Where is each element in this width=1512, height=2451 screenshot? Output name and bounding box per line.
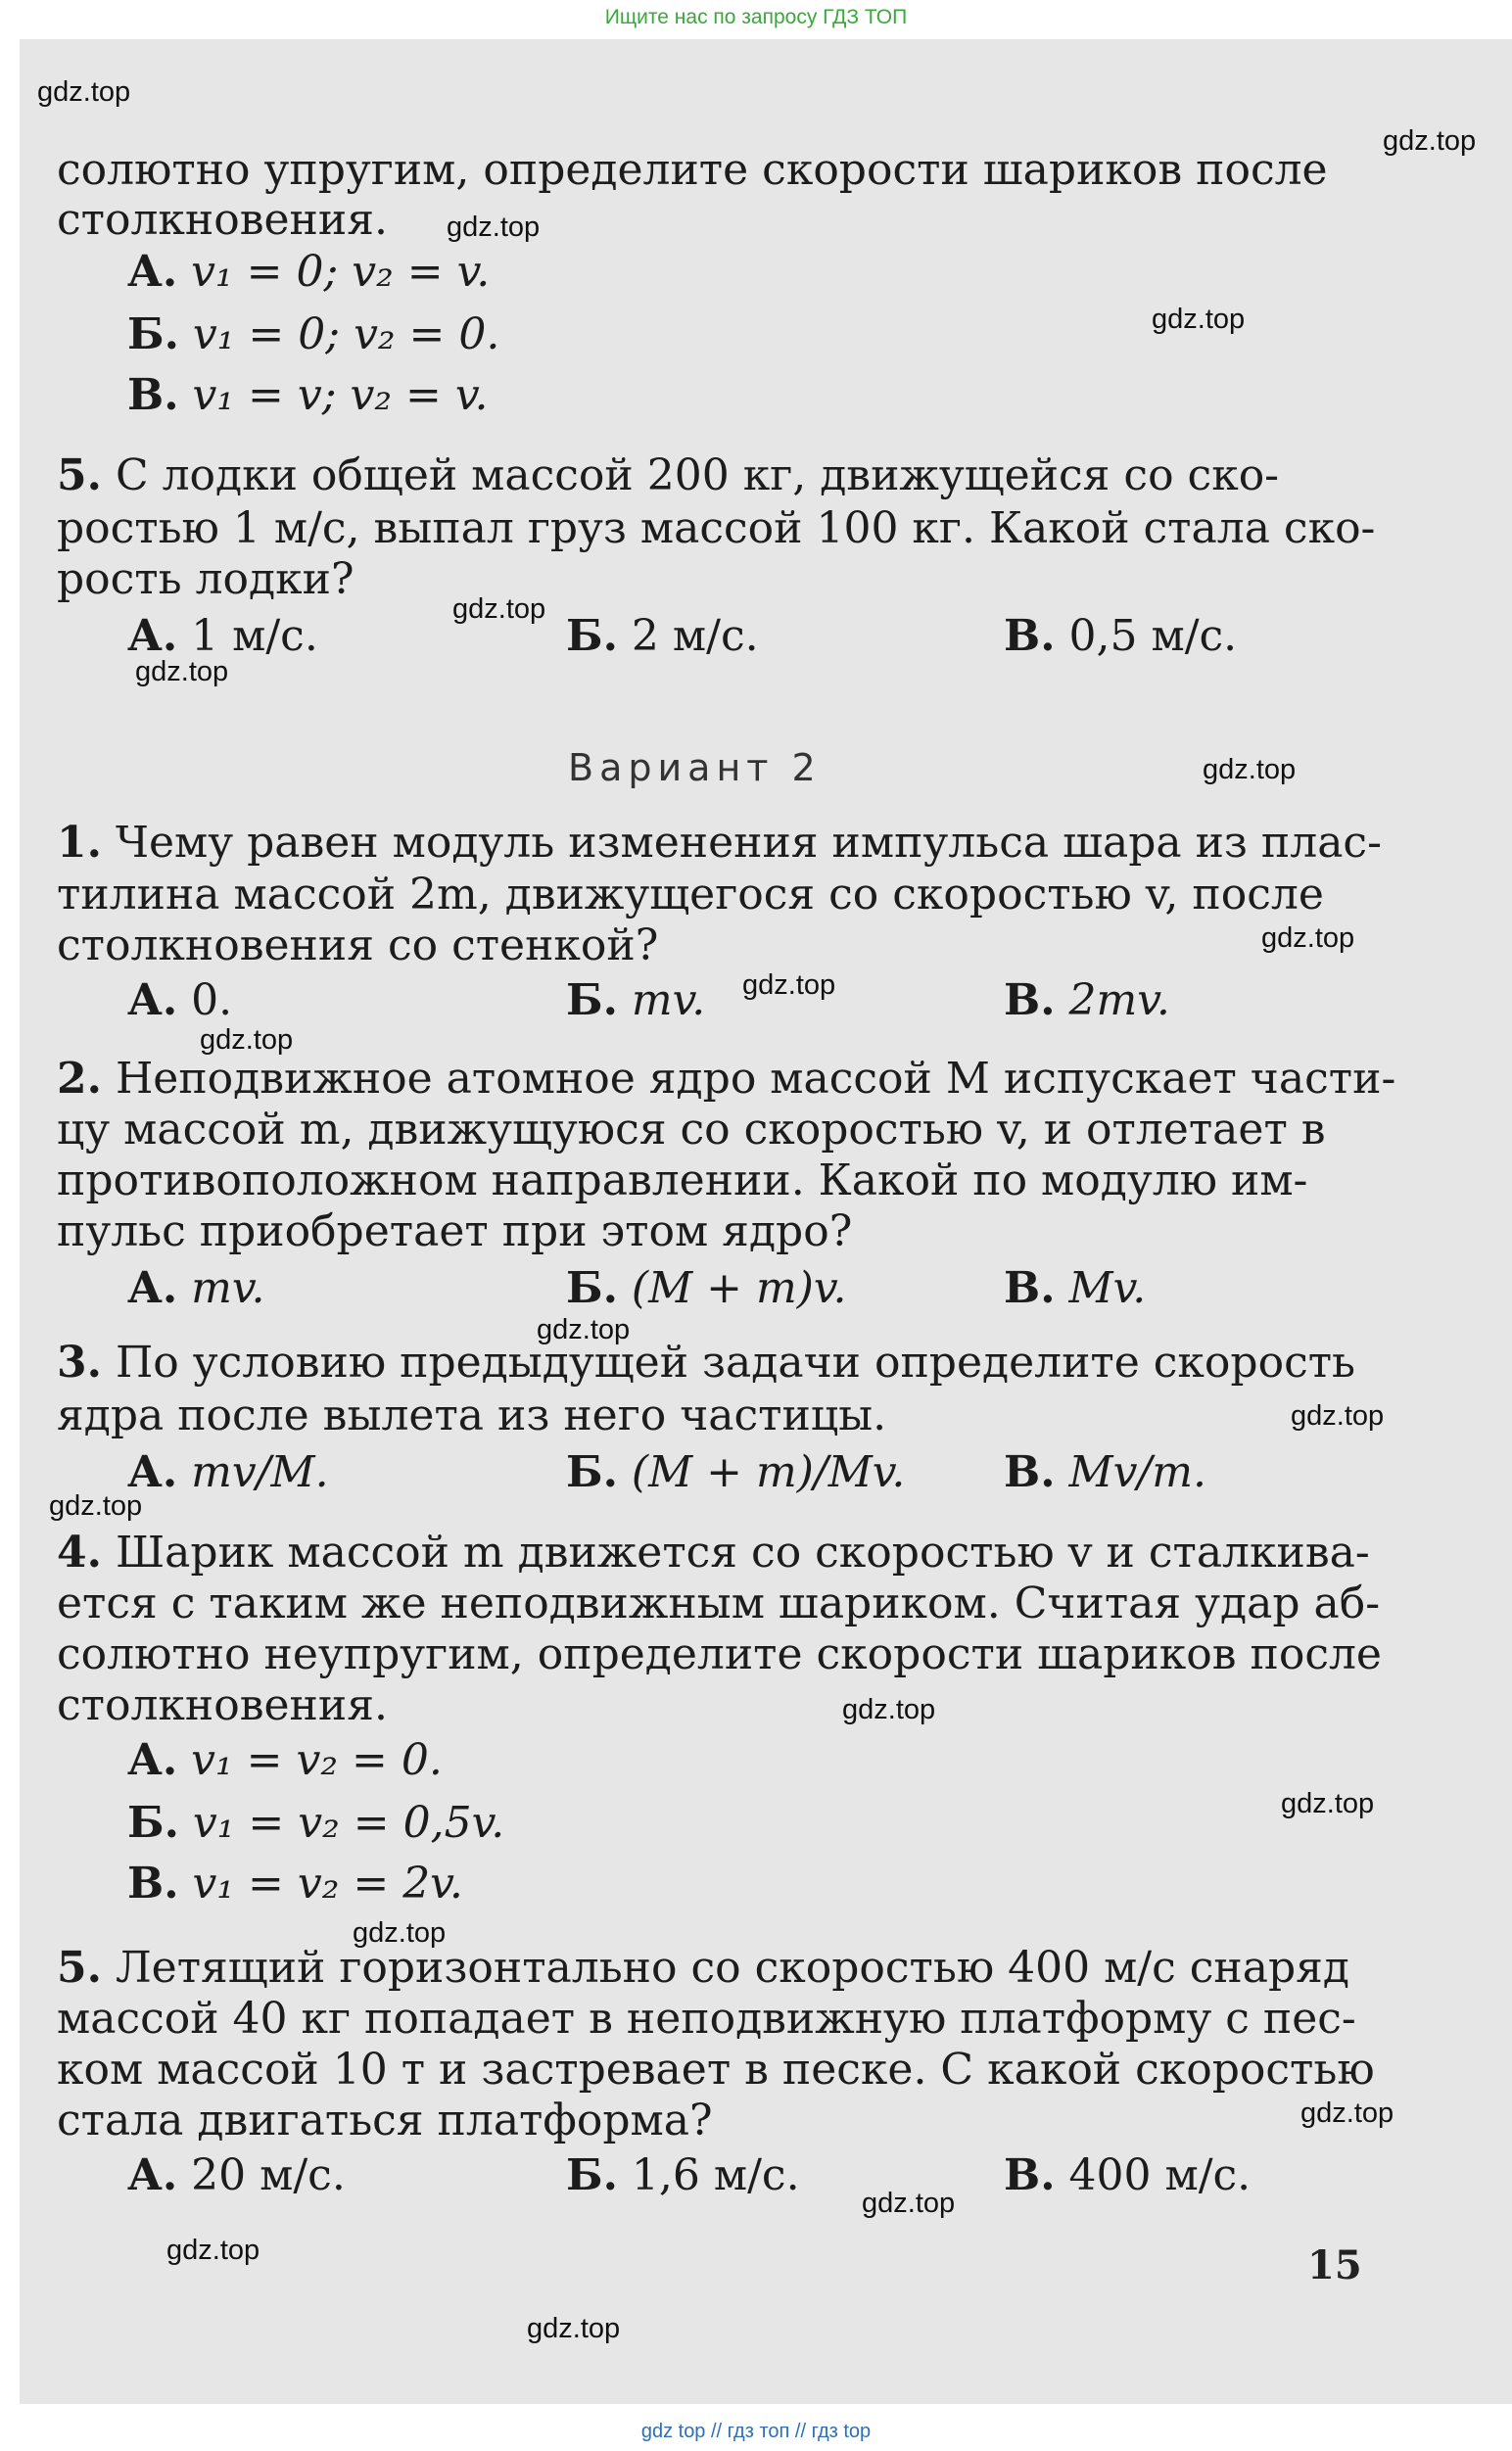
watermark: gdz.top	[527, 2313, 621, 2344]
watermark: gdz.top	[1300, 2097, 1394, 2129]
answer-option: А. 1 м/с.	[127, 611, 318, 661]
question-5: 5. Летящий горизонтально со скоростью 400 м/с снаряд	[57, 1943, 1349, 1993]
answer-option: В. 0,5 м/с.	[1004, 611, 1238, 661]
variant-heading: Вариант 2	[568, 746, 822, 789]
watermark: gdz.top	[842, 1694, 936, 1725]
watermark: gdz.top	[1383, 125, 1477, 157]
question-text-line: столкновения.	[57, 1680, 388, 1730]
answer-option: А. mv.	[127, 1263, 265, 1313]
question-text-line: столкновения со стенкой?	[57, 920, 659, 970]
watermark: gdz.top	[37, 76, 131, 108]
watermark: gdz.top	[1152, 304, 1246, 335]
watermark: gdz.top	[1291, 1400, 1385, 1432]
page-number: 15	[1307, 2242, 1362, 2288]
answer-option: Б. (M + m)v.	[566, 1263, 847, 1313]
question-2: 2. Неподвижное атомное ядро массой M испускает части-	[57, 1054, 1396, 1104]
watermark: gdz.top	[452, 593, 546, 625]
question-text-line: стала двигаться платформа?	[57, 2096, 713, 2145]
question-1: 1. Чему равен модуль изменения импульса шара из плас-	[57, 818, 1382, 868]
watermark: gdz.top	[166, 2235, 260, 2266]
answer-option: В. Mv/m.	[1004, 1447, 1206, 1497]
question-text-line: массой 40 кг попадает в неподвижную платформу с пес-	[57, 1994, 1356, 2044]
question-text-line: цу массой m, движущуюся со скоростью v, и отлетает в	[57, 1105, 1326, 1155]
answer-option: Б. (M + m)/Mv.	[566, 1447, 906, 1497]
watermark: gdz.top	[447, 212, 541, 243]
answer-option: В. 400 м/с.	[1004, 2150, 1252, 2200]
answer-option: А. mv/M.	[127, 1447, 329, 1497]
watermark: gdz.top	[353, 1917, 447, 1949]
watermark: gdz.top	[742, 969, 836, 1001]
answer-option: В. Mv.	[1004, 1263, 1147, 1313]
answer-option: Б. v₁ = v₂ = 0,5v.	[127, 1798, 505, 1848]
watermark: gdz.top	[862, 2188, 956, 2219]
question-text-line: солютно неупругим, определите скорости шариков после	[57, 1629, 1382, 1679]
question-text-line: ядра после вылета из него частицы.	[57, 1390, 887, 1440]
prev-text-line: столкновения.	[57, 195, 388, 245]
answer-option: А. v₁ = v₂ = 0.	[127, 1735, 443, 1785]
top-banner[interactable]	[0, 0, 1512, 37]
bottom-banner-text[interactable]: gdz top // гдз топ // гдз top	[640, 2421, 872, 2442]
question-5-prev: 5. С лодки общей массой 200 кг, движущейся со ско-	[57, 450, 1280, 500]
watermark: gdz.top	[1203, 754, 1297, 785]
prev-text-line: солютно упругим, определите скорости шариков после	[57, 145, 1328, 195]
question-3: 3. По условию предыдущей задачи определите скорость	[57, 1338, 1356, 1388]
question-text-line: ростью 1 м/с, выпал груз массой 100 кг. Какой стала ско-	[57, 503, 1376, 553]
top-banner-text[interactable]: Ищите нас по запросу ГДЗ ТОП	[604, 6, 908, 28]
question-text-line: ком массой 10 т и застревает в песке. С какой скоростью	[57, 2045, 1375, 2095]
watermark: gdz.top	[49, 1490, 143, 1522]
watermark: gdz.top	[135, 656, 229, 687]
answer-option: А. 0.	[127, 975, 233, 1025]
question-text-line: ется с таким же неподвижным шариком. Считая удар аб-	[57, 1579, 1381, 1628]
answer-option: Б. 1,6 м/с.	[566, 2150, 800, 2200]
answer-option: А. 20 м/с.	[127, 2150, 346, 2200]
answer-option: Б. 2 м/с.	[566, 611, 759, 661]
watermark: gdz.top	[1261, 922, 1355, 954]
question-4: 4. Шарик массой m движется со скоростью v и сталкива-	[57, 1528, 1370, 1578]
answer-option: А. v₁ = 0; v₂ = v.	[127, 247, 491, 297]
watermark: gdz.top	[1281, 1788, 1375, 1819]
bottom-banner[interactable]	[0, 2409, 1512, 2451]
answer-option: Б. mv.	[566, 975, 706, 1025]
answer-option: Б. v₁ = 0; v₂ = 0.	[127, 309, 500, 359]
question-text-line: тилина массой 2m, движущегося со скоростью v, после	[57, 870, 1324, 919]
watermark: gdz.top	[537, 1314, 631, 1345]
watermark: gdz.top	[200, 1024, 294, 1056]
question-text-line: пульс приобретает при этом ядро?	[57, 1206, 853, 1256]
answer-option: В. 2mv.	[1004, 975, 1170, 1025]
answer-option: В. v₁ = v₂ = 2v.	[127, 1859, 463, 1909]
question-text-line: противоположном направлении. Какой по модулю им-	[57, 1155, 1308, 1205]
answer-option: В. v₁ = v; v₂ = v.	[127, 370, 489, 420]
question-text-line: рость лодки?	[57, 554, 354, 604]
